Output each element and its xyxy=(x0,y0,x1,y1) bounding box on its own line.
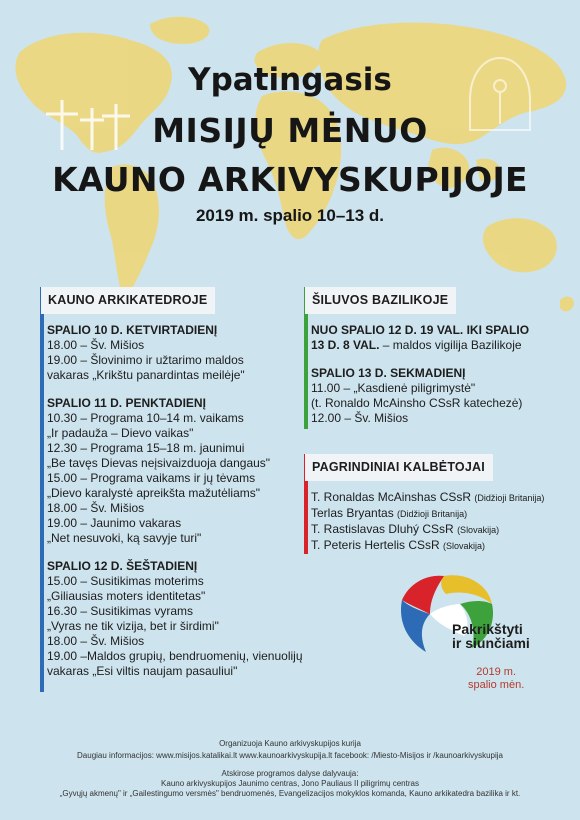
schedule-line: 18.00 – Šv. Mišios xyxy=(47,634,145,648)
speaker-name: T. Peteris Hertelis CSsR xyxy=(311,538,440,552)
footer-org: Organizuoja Kauno arkivyskupijos kurija xyxy=(219,739,361,748)
schedule-line: 19.00 – Šlovinimo ir užtarimo maldos xyxy=(47,353,244,367)
speaker-item xyxy=(311,490,565,506)
section-heading-arkikatedra: KAUNO ARKIKATEDROJE xyxy=(41,287,215,314)
day-title: SPALIO 12 D. ŠEŠTADIENĮ xyxy=(47,559,198,573)
speaker-country: (Slovakija) xyxy=(457,525,500,535)
speaker-country: (Didžioji Britanija) xyxy=(474,493,545,503)
schedule-line: 18.00 – Šv. Mišios xyxy=(47,338,145,352)
schedule-line: „Giliausias moters identitetas" xyxy=(47,589,206,603)
section-heading-speakers: PAGRINDINIAI KALBĖTOJAI xyxy=(305,454,493,481)
schedule-line: 15.00 – Programa vaikams ir jų tėvams xyxy=(47,471,256,485)
schedule-line: „Ir padauža – Dievo vaikas" xyxy=(47,426,194,440)
schedule-line: 19.00 –Maldos grupių, bendruomenių, vienuolijų xyxy=(47,649,303,663)
arkikatedra-schedule xyxy=(41,323,303,679)
schedule-line: 16.30 – Susitikimas vyrams xyxy=(47,604,194,618)
day-title: SPALIO 10 D. KETVIRTADIENĮ xyxy=(47,323,218,337)
title-line-1: Ypatingasis xyxy=(188,62,392,98)
day-title: SPALIO 11 D. PENKTADIENĮ xyxy=(47,396,206,410)
schedule-line: (t. Ronaldo McAinsho CSsR katechezė) xyxy=(311,396,523,410)
speaker-country: (Didžioji Britanija) xyxy=(397,509,468,519)
speaker-item xyxy=(311,538,565,554)
speaker-country: (Slovakija) xyxy=(443,541,486,551)
section-heading-siluva: ŠILUVOS BAZILIKOJE xyxy=(305,287,456,314)
title-line-2: MISIJŲ MĖNUO xyxy=(152,111,428,150)
schedule-line: 18.00 – Šv. Mišios xyxy=(47,501,145,515)
vigil-time: 13 D. 8 VAL. xyxy=(311,338,380,352)
logo-date xyxy=(468,666,524,692)
speaker-name: T. Rastislavas Dluhý CSsR xyxy=(311,522,454,536)
speaker-item xyxy=(311,522,565,538)
title-line-3: KAUNO ARKIVYSKUPIJOJE xyxy=(52,160,528,199)
logo-wordmark xyxy=(452,622,530,650)
logo-date-year: 2019 m. xyxy=(476,666,516,678)
schedule-line: 19.00 – Jaunimo vakaras xyxy=(47,516,182,530)
speaker-name: Terlas Bryantas xyxy=(311,506,394,520)
schedule-line: vakaras „Krikštu panardintas meilėje" xyxy=(47,368,245,382)
schedule-line: 10.30 – Programa 10–14 m. vaikams xyxy=(47,411,244,425)
logo-date-month: spalio mėn. xyxy=(468,679,525,691)
vigil-title: NUO SPALIO 12 D. 19 VAL. IKI SPALIO xyxy=(311,323,530,337)
schedule-line: 12.00 – Šv. Mišios xyxy=(311,411,409,425)
schedule-line: „Dievo karalystė apreikšta mažutėliams" xyxy=(47,486,260,500)
schedule-line: vakaras „Esi viltis naujam pasauliui" xyxy=(47,664,238,678)
schedule-line: 15.00 – Susitikimas moterims xyxy=(47,574,204,588)
logo-line-1: Pakrikštyti xyxy=(452,621,523,637)
schedule-line: „Net nesuvoki, ką savyje turi" xyxy=(47,531,202,545)
logo-line-2: ir siunčiami xyxy=(452,635,530,651)
footer-parts-1: Kauno arkivyskupijos Jaunimo centras, Jono Pauliaus II piligrimų centras xyxy=(161,779,419,788)
speakers-section xyxy=(305,454,565,554)
schedule-line: „Vyras ne tik vizija, bet ir širdimi" xyxy=(47,619,219,633)
event-dates: 2019 m. spalio 10–13 d. xyxy=(195,206,385,225)
schedule-line: „Be tavęs Dievas neįsivaizduoja dangaus" xyxy=(47,456,271,470)
siluva-schedule xyxy=(305,323,545,426)
footer-info: Daugiau informacijos: www.misijos.katalikai.lt www.kaunoarkivyskupija.lt facebook: /Miesto-Misijos ir /kaunoarkivyskupija xyxy=(77,751,503,760)
schedule-line: 12.30 – Programa 15–18 m. jaunimui xyxy=(47,441,245,455)
footer-parts-2: „Gyvųjų akmenų" ir „Gailestingumo versmės" bendruomenės, Evangelizacijos mokyklos komanda, Kauno arkikatedra bazilika ir kt. xyxy=(59,789,521,798)
vigil-line xyxy=(311,338,545,353)
speaker-item xyxy=(311,506,565,522)
arkikatedra-section xyxy=(41,287,303,679)
schedule-line: 11.00 – „Kasdienė piligrimystė" xyxy=(311,381,476,395)
speakers-list xyxy=(305,490,565,554)
day-title: SPALIO 13 D. SEKMADIENĮ xyxy=(311,366,466,380)
vigil-text: – maldos vigilija Bazilikoje xyxy=(379,338,522,352)
siluva-section xyxy=(305,287,545,426)
speaker-name: T. Ronaldas McAinshas CSsR xyxy=(311,490,472,504)
footer-parts-title: Atskirose programos dalyse dalyvauja: xyxy=(221,769,359,778)
